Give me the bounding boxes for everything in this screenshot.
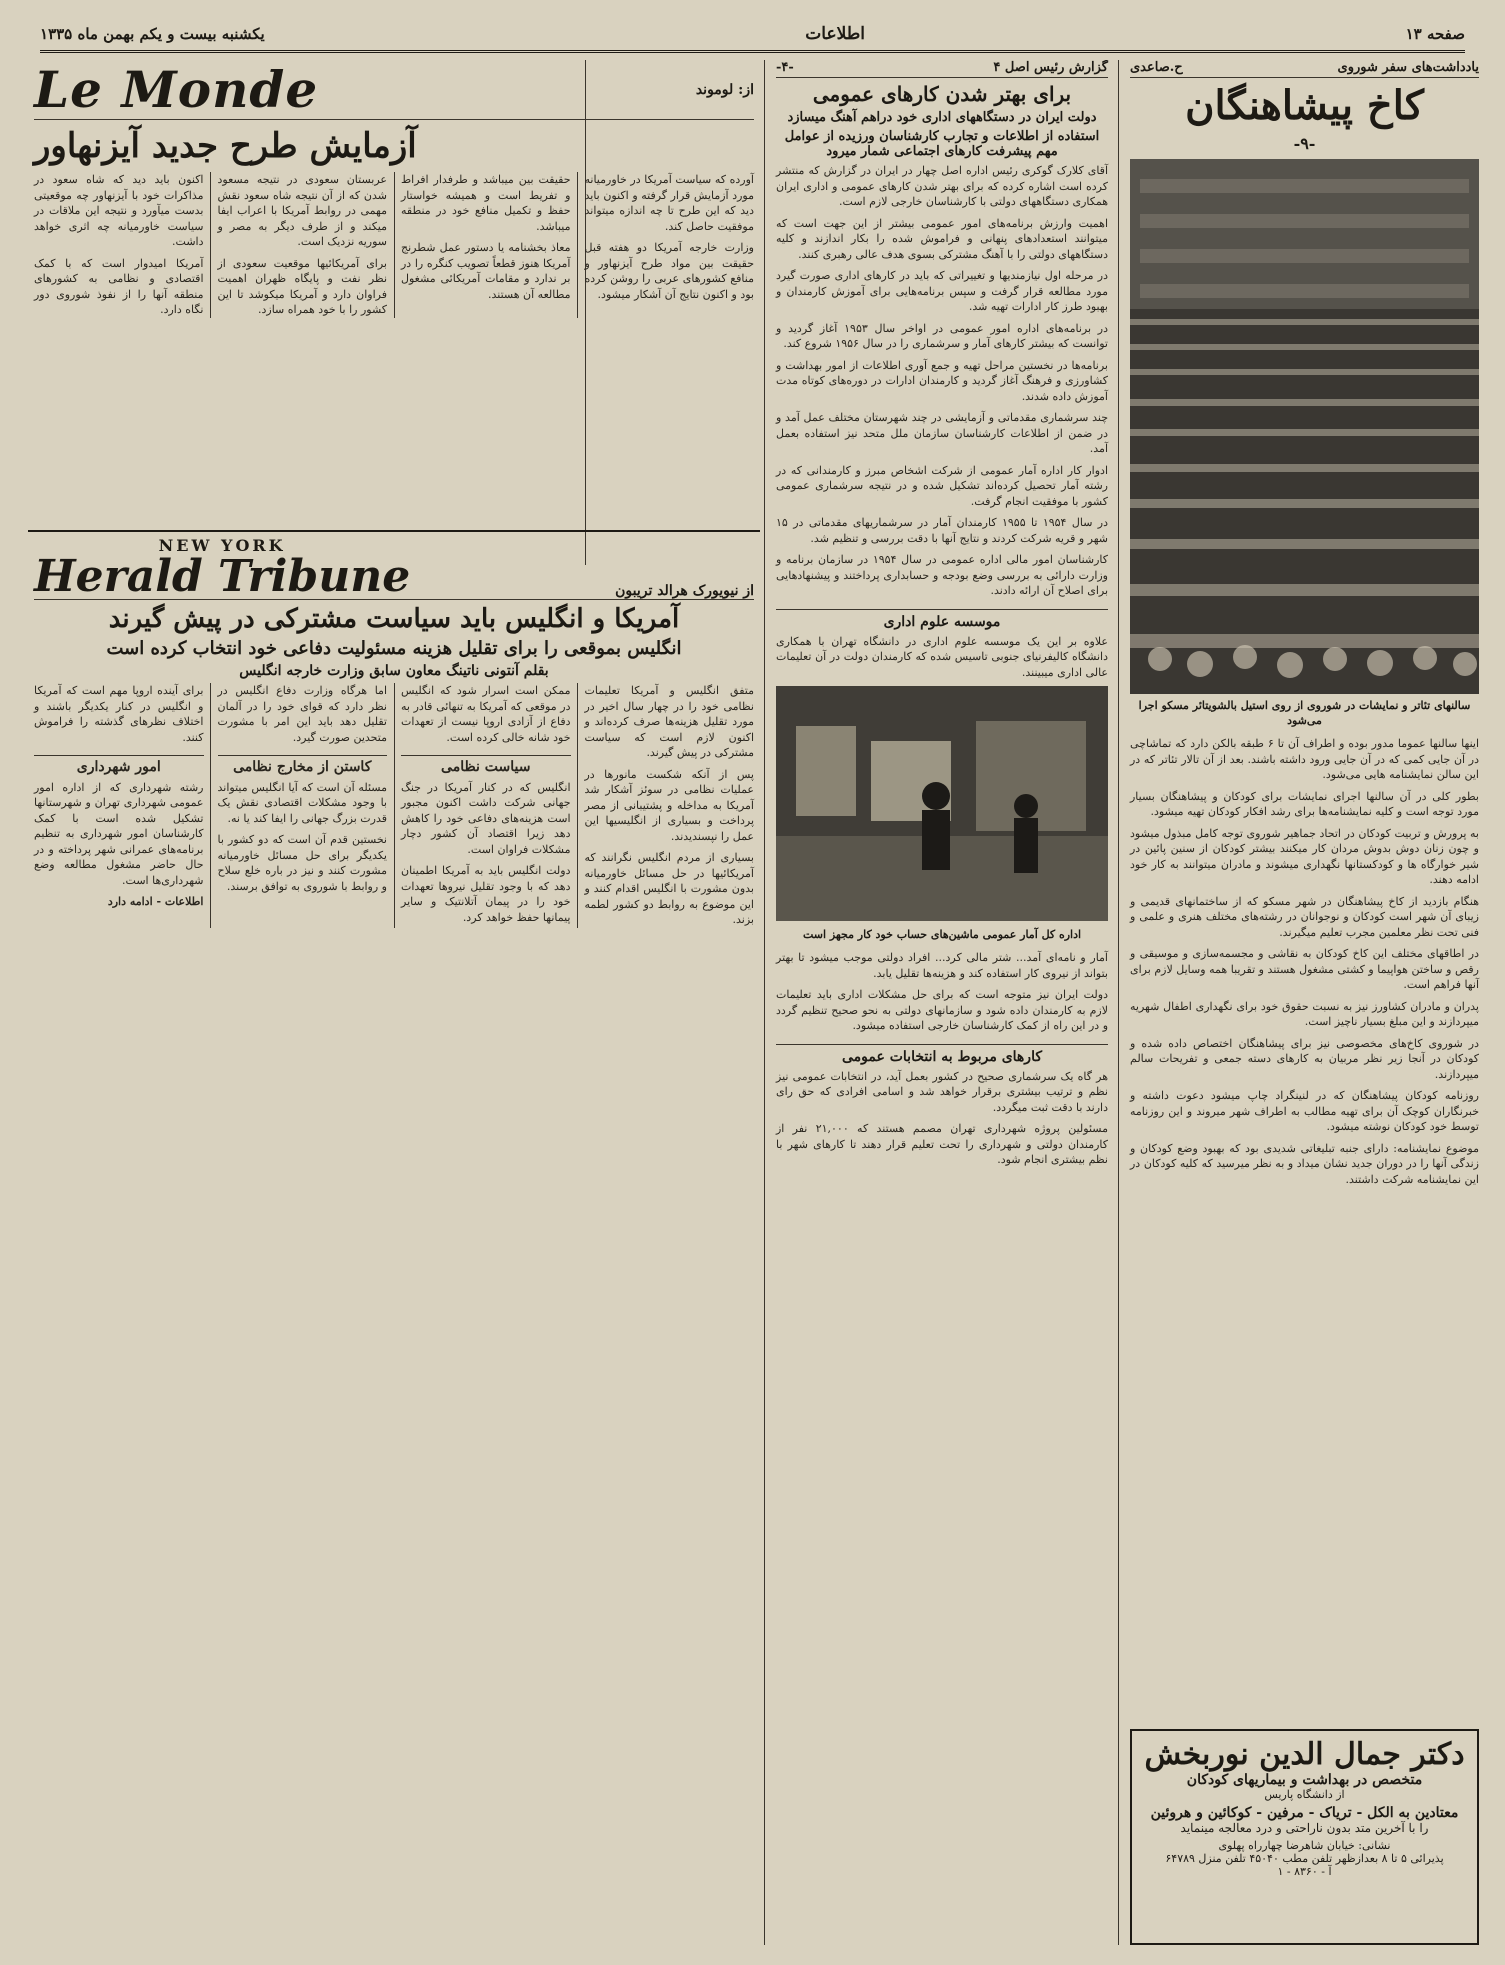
paragraph: علاوه بر این یک موسسه علوم اداری در دانشگاه تهران با همکاری دانشگاه کالیفرنیای جنوبی تاسیس شده که کارمندان دولت در آن تعلیمات عالی اداری میبینند. — [776, 634, 1108, 679]
column-rule — [1118, 60, 1119, 1945]
ad-reference: آ - ۸۳۶۰ - ۱ — [1277, 1865, 1332, 1878]
ad-hours: پذیرائی ۵ تا ۸ بعدازظهر تلفن مطب ۴۵۰۴۰ تلفن منزل ۶۴۷۸۹ — [1165, 1852, 1444, 1865]
paragraph: برای آینده اروپا مهم است که آمریکا و انگلیس در کنار یکدیگر باشند و اختلاف نظرهای گذشته را فراموش کنند. — [34, 684, 204, 744]
article-tagline — [1130, 60, 1479, 78]
paragraph: آمار و نامه‌ای آمد... شتر مالی کرد... افراد دولتی موجب میشود تا بهتر بتواند از نیروی کار استفاده کند و هزینه‌ها تقلیل یابد. — [776, 951, 1108, 980]
article-footer: اطلاعات - ادامه دارد — [107, 895, 204, 908]
section-heading: امور شهرداری — [34, 755, 204, 776]
section-tag: گزارش رئیس اصل ۴ — [993, 60, 1108, 75]
paragraph: مسئولین پروژه شهرداری تهران مصمم هستند که ۲۱,۰۰۰ نفر از کارمندان دولتی و شهرداری را تحت تعلیم قرار دهند تا کارهای شهر با نظم بیشتری انجام شود. — [776, 1122, 1108, 1166]
paragraph: در اطاقهای مختلف این کاخ کودکان به نقاشی و مجسمه‌سازی و موسیقی و رقص و ساختن هواپیما و کشتی مشغول هستند و تقریبا همه وسایل لازم برای آنها فراهم است. — [1130, 947, 1479, 991]
paragraph: وزارت خارجه آمریکا دو هفته قبل حقیقت بین مواد طرح آیزنهاور و منافع کشورهای عربی را روشن کرده بود و اکنون نتایج آن آشکار میشود. — [584, 241, 754, 301]
article-body — [34, 172, 754, 318]
series-number: -۴- — [776, 60, 794, 75]
le-monde-logo: Le Monde — [34, 60, 319, 119]
ad-university: از دانشگاه پاریس — [1264, 1788, 1345, 1801]
section-heading: موسسه علوم اداری — [776, 609, 1108, 630]
statistics-office-image — [776, 686, 1108, 921]
paragraph: ممکن است اسرار شود که انگلیس در موقعی که آمریکا به تنهائی قادر به دفاع از آزادی اروپا نیست از تعهدات خود شانه خالی کرده است. — [401, 684, 571, 744]
article-le-monde — [28, 60, 760, 535]
paragraph: در مرحله اول نیازمندیها و تغییراتی که باید در کارهای اداری صورت گیرد مورد مطالعه قرار گرفت و سپس برنامه‌هایی برای آموزش کارمندان و بهبود طرز کار ادارات تهیه شد. — [776, 269, 1108, 313]
article-title: آزمایش طرح جدید آیزنهاور — [34, 126, 417, 166]
article-palace-of-pioneers — [1124, 60, 1485, 1945]
paragraph: دولت ایران نیز متوجه است که برای حل مشکلات اداری باید تعلیمات لازم به کارمندان داده شود و سازمانهای دولتی به نحو صحیح تنظیم گردد و در این راه از کمک کارشناسان خارجی استفاده میشود. — [776, 988, 1108, 1032]
article-body — [34, 683, 754, 928]
paragraph: انگلیس که در کنار آمریکا در جنگ جهانی شرکت داشت اکنون مجبور است هزینه‌های دفاعی خود را کاهش دهد زیرا اقتصاد آن کشور دچار مشکلات فراوان است. — [401, 780, 571, 856]
ad-doctor-name: دکتر جمال الدین نوربخش — [1144, 1737, 1465, 1772]
article-source: از نیویورک هرالد تریبون — [615, 583, 754, 599]
article-body-continued — [776, 950, 1108, 1034]
paragraph: موضوع نمایشنامه: دارای جنبه تبلیغاتی شدیدی بود که بهبود وضع کودکان و زندگی آنها را در دوران جدید نشان میداد و به نظر میرسید که کلیه کودکان در این نمایشنامه شرکت داشتند. — [1130, 1141, 1479, 1186]
paragraph: هنگام بازدید از کاخ پیشاهنگان در شهر مسکو که از ساختمانهای قدیمی و زیبای آن شهر است کودکان و نوجوانان در رشته‌های مختلف هنری و علمی و فنی تحت نظر معلمین مجرب تعلیم میگیرند. — [1130, 894, 1479, 939]
article-tagline — [776, 60, 1108, 78]
section-body — [776, 634, 1108, 681]
paragraph: اکنون باید دید که شاه سعود در مذاکرات خود با آیزنهاور چه موقعیتی بدست میآورد و نتیجه این ملاقات در سیاست خاورمیانه چه اثری خواهد داشت. — [34, 173, 204, 248]
ad-treatment-method: را با آخرین متد بدون ناراحتی و درد معالجه مینماید — [1180, 1821, 1429, 1835]
paragraph: در برنامه‌های اداره امور عمومی در اواخر سال ۱۹۵۳ آغاز گردید و توانست که بیشتر کارهای آمار و سرشماری را در سال ۱۹۵۶ شروع کند. — [776, 321, 1108, 350]
paragraph: مسئله آن است که آیا انگلیس میتواند با وجود مشکلات اقتصادی نقش یک قدرت بزرگ جهانی را ایفا کند یا نه. — [217, 780, 387, 825]
article-subtitle-2: استفاده از اطلاعات و تجارب کارشناسان ورزیده از عوامل مهم پیشرفت کارهای اجتماعی شمار میرود — [784, 129, 1100, 159]
article-source: از: لوموند — [695, 81, 754, 98]
computing-machines-photo — [776, 686, 1108, 921]
theatre-photo — [1130, 159, 1479, 694]
section-body — [776, 1069, 1108, 1168]
paragraph: آمریکا امیدوار است که با کمک اقتصادی و نظامی به کشورهای منطقه آنها را از نفوذ شوروی دور نگاه دارد. — [34, 256, 204, 316]
paragraph: معاذ بخشنامه یا دستور عمل شطرنج آمریکا هنوز قطعاً تصویب کنگره را در بر ندارد و مقامات آمریکائی مشغول مطالعه آن هستند. — [401, 241, 571, 301]
paragraph: برای آمریکائیها موقعیت سعودی از نظر نفت و پایگاه ظهران اهمیت فراوان دارد و آمریکا میکوشد تا این کشور را با خود همراه سازد. — [217, 256, 387, 316]
photo-caption: سالنهای تئاتر و نمایشات در شوروی از روی استیل بالشویتائر مسکو اجرا می‌شود — [1138, 699, 1471, 727]
article-title: آمریکا و انگلیس باید سیاست مشترکی در پیش گیرند — [108, 604, 680, 634]
section-heading: سیاست نظامی — [401, 755, 571, 776]
paragraph: اهمیت وارزش برنامه‌های امور عمومی بیشتر از این جهت است که میتوانند استعدادهای پنهانی و فراموش شده را بکار اندازند و کلیه دستگاههای دولتی را با آهنگ مشترکی بسوی هدف عالی رهبری کنند. — [776, 216, 1108, 261]
page-date: یکشنبه بیست و یکم بهمن ماه ۱۳۳۵ — [40, 25, 265, 43]
article-body — [1130, 736, 1479, 1187]
section-tag: یادداشت‌های سفر شوروی — [1337, 60, 1479, 75]
paragraph: متفق انگلیس و آمریکا تعلیمات نظامی خود را در چهار سال اخیر در مورد تقلیل هزینه‌ها صرف کرده‌اند و اکنون لازم است که سیاست مشترکی در پیش گیرند. — [584, 684, 754, 759]
paragraph: بسیاری از مردم انگلیس نگرانند که آمریکائیها در حل مسائل خاورمیانه بدون مشورت با انگلیس اقدام کنند و این موضوع به روابط دو کشور لطمه بزند. — [584, 851, 754, 926]
paragraph: به پرورش و تربیت کودکان در اتحاد جماهیر شوروی توجه کامل مبذول میشود و چون زنان دوش بدوش مردان کار میکنند بیشتر کودکان از سنین پائین در شیر خوارگاه ها و کودکستانها نگهداری میشوند و مادران میتوانند به کار خود ادامه دهند. — [1130, 826, 1479, 886]
article-subtitle: انگلیس بموقعی را برای تقلیل هزینه مسئولیت دفاعی خود انتخاب کرده است — [106, 638, 682, 659]
paragraph: آقای کلارک گوکری رئیس اداره اصل چهار در ایران در گزارش که منتشر کرده است اشاره کرده که برای بهتر شدن کارهای عمومی و اداری ایران همکاری دستگاههای دولتی با کارشناسان خارجی لازم است. — [776, 164, 1108, 208]
article-subtitle: دولت ایران در دستگاههای اداری خود دراهم آهنگ میسازد — [787, 110, 1097, 125]
paragraph: دولت انگلیس باید به آمریکا اطمینان دهد که با وجود تقلیل نیروها تعهدات خود را در پیمان آتلانتیک و سایر پیمانها حفظ خواهد کرد. — [401, 864, 571, 924]
paragraph: اما هرگاه وزارت دفاع انگلیس در نظر دارد که قوای خود را در آلمان تقلیل دهد باید این امر با مشورت متحدین صورت گیرد. — [217, 684, 387, 744]
paragraph: هر گاه یک سرشماری صحیح در کشور بعمل آید، در انتخابات عمومی نیز نظم و ترتیب بیشتری برقرار خواهد شد و اسامی افرادی که حق رای دارند با دقت ثبت میگردد. — [776, 1069, 1108, 1114]
logo-main: Herald Tribune — [34, 551, 411, 602]
article-header — [34, 536, 754, 600]
paragraph: در شوروی کاخ‌های مخصوصی نیز برای پیشاهنگان اختصاص داده شده و کودکان در آنجا زیر نظر مربیان به کارهای دسته جمعی و تفریحات سالم میپردازند. — [1130, 1036, 1479, 1081]
article-byline: بقلم آنتونی ناتینگ معاون سابق وزارت خارجه انگلیس — [239, 663, 549, 679]
author: ح.صاعدی — [1130, 60, 1183, 75]
section-heading: کارهای مربوط به انتخابات عمومی — [776, 1044, 1108, 1065]
logo-top-line: NEW YORK — [158, 536, 286, 555]
article-herald-tribune — [28, 530, 760, 1945]
article-title: برای بهتر شدن کارهای عمومی — [812, 82, 1072, 106]
ad-treatment: معتادین به الکل - تریاک - مرفین - کوکائین و هروئین — [1150, 1805, 1459, 1821]
paragraph: کارشناسان امور مالی اداره عمومی در سال ۱۹۵۴ در سازمان برنامه و وزارت دارائی به بررسی وضع بودجه و حسابداری پرداختند و پیشنهادهایی برای اصلاح آن ارائه دادند. — [776, 553, 1109, 597]
column-rule — [764, 60, 765, 1945]
paper-name: اطلاعات — [805, 24, 865, 44]
paragraph: بطور کلی در آن سالنها اجرای نمایشات برای کودکان و پیشاهنگان بسیار مورد توجه است و کلیه نمایشنامه‌ها برای رشد افکار کودکان تهیه میشود. — [1130, 789, 1479, 818]
herald-tribune-logo — [34, 536, 411, 602]
series-number: -۹- — [1293, 134, 1316, 153]
paragraph: پدران و مادران کشاورز نیز به نسبت حقوق خود برای نگهداری اطفال شهریه میپردازند و این مبلغ بسیار ناچیز است. — [1130, 999, 1479, 1028]
paragraph: اینها سالنها عموما مدور بوده و اطراف آن تا ۶ طبقه بالکن دارد که تماشاچی در آن جایی کمی که در آن جایی ورود داشته باشند. بعد از آن تالار تئاتر که در این سالن نمایشنامه هایی می‌شود. — [1130, 737, 1480, 781]
section-heading: کاستن از مخارج نظامی — [218, 755, 388, 776]
ad-specialty: متخصص در بهداشت و بیماریهای کودکان — [1186, 1772, 1423, 1788]
page-masthead — [40, 18, 1465, 53]
paragraph: در سال ۱۹۵۴ تا ۱۹۵۵ کارمندان آمار در سرشماریهای مقدماتی در ۱۵ شهر و قریه شرکت کردند و نتایج آنها با دقت بررسی و تنظیم شد. — [776, 516, 1109, 545]
theatre-audience-image — [1130, 159, 1479, 694]
paragraph: آورده که سیاست آمریکا در خاورمیانه مورد آزمایش قرار گرفته و اکنون باید دید که این طرح تا چه اندازه میتواند موفقیت حاصل کند. — [584, 173, 754, 233]
paragraph: برنامه‌ها در نخستین مراحل تهیه و جمع آوری اطلاعات از امور بهداشت و کشاورزی و فرهنگ آغاز گردید و کارمندان ادارات در دوره‌های کوتاه مدت آموزش داده شدند. — [776, 358, 1109, 403]
article-body — [776, 163, 1108, 599]
paragraph: پس از آنکه شکست مانورها در عملیات نظامی در سوئز آشکار شد آمریکا به مداخله و پشتیبانی از مصر پرداخت و بسیاری از انگلیسیها این عمل را نپسندیدند. — [584, 767, 754, 843]
article-header — [34, 60, 754, 120]
doctor-advertisement — [1130, 1729, 1479, 1945]
ad-address: نشانی: خیابان شاهرضا چهارراه پهلوی — [1218, 1839, 1391, 1852]
article-title: کاخ پیشاهنگان — [1185, 82, 1424, 129]
paragraph: عربستان سعودی در نتیجه مسعود شدن که از آن نتیجه شاه سعود نقش مهمی در روابط آمریکا با اعراب ایفا میکند و از طرف دیگر به مصر و سوریه نزدیک است. — [217, 173, 387, 248]
paragraph: ادوار کار اداره آمار عمومی از شرکت اشخاص مبرز و کارمندانی که در رشته آمار تحصیل کرده‌اند تشکیل شده و در نتیجه سرشماری عمومی کشور با موفقیت انجام گرفت. — [776, 463, 1108, 508]
article-point-four-report — [770, 60, 1114, 1945]
photo-caption: اداره کل آمار عمومی ماشین‌های حساب خود کار مجهز است — [802, 928, 1082, 941]
paragraph: نخستین قدم آن است که دو کشور با یکدیگر برای حل مسائل خاورمیانه مشورت کنند و نیز در باره خلع سلاح و روابط با شوروی به توافق برسند. — [217, 833, 387, 893]
paragraph: حقیقت بین میباشد و طرفدار افراط و تفریط است و همیشه خواستار حفظ و تکمیل منافع خود در منطقه میباشد. — [401, 173, 571, 233]
paragraph: چند سرشماری مقدماتی و آزمایشی در چند شهرستان مختلف عمل آمد و در ضمن از اطلاعات کارشناسان سازمان ملل متحد نیز استفاده بعمل آمد. — [776, 411, 1108, 455]
page-label: صفحه ۱۳ — [1405, 25, 1465, 43]
paragraph: رشته شهرداری که از اداره امور عمومی شهرداری تهران و شهرستانها تشکیل شده است با کمک کارشناسان امور شهرداری به تنظیم برنامه‌های عمرانی شهر پرداخته و در حال حاضر مشغول مطالعه وضع شهرداری‌ها است. — [34, 780, 204, 887]
paragraph: روزنامه کودکان پیشاهنگان که در لنینگراد چاپ میشود دعوت داشته و خبرنگاران کوچک آن برای تهیه مطالب به اطراف شهر میروند و این روزنامه توسط خود کودکان نوشته میشود. — [1130, 1089, 1479, 1133]
